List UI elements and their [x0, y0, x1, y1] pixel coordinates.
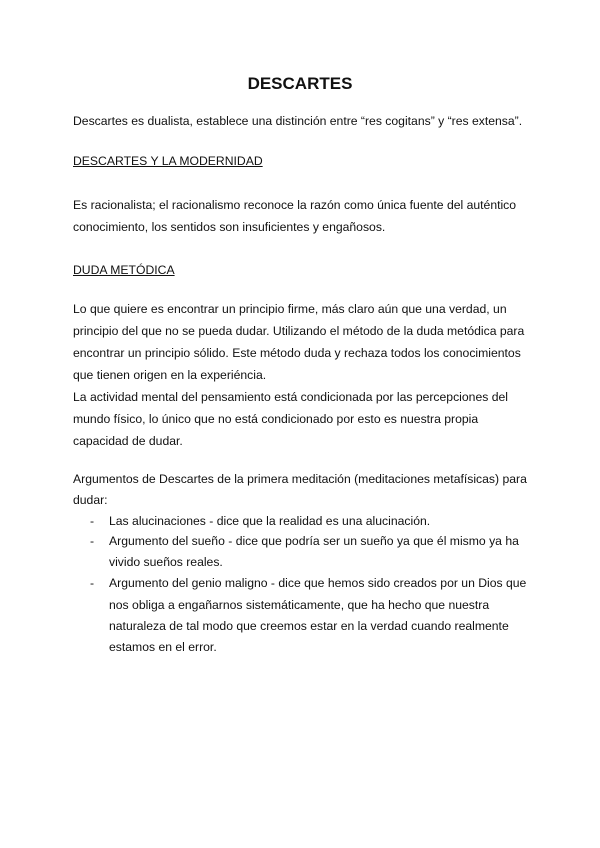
paragraph-line: La actividad mental del pensamiento está condicionada por las percepciones del: [73, 390, 508, 404]
section-heading-modernidad: DESCARTES Y LA MODERNIDAD: [73, 154, 263, 168]
bullet-marker: -: [90, 514, 95, 528]
paragraph-line: Lo que quiere es encontrar un principio firme, más claro aún que una verdad, un: [73, 302, 507, 316]
list-item-continuation: estamos en el error.: [109, 640, 217, 654]
section-heading-duda-metodica: DUDA METÓDICA: [73, 263, 175, 277]
intro-paragraph: Descartes es dualista, establece una distinción entre “res cogitans” y “res extensa”.: [73, 114, 523, 128]
paragraph-line: encontrar un principio sólido. Este método duda y rechaza todos los conocimientos: [73, 346, 521, 360]
list-item: Argumento del sueño - dice que podría ser un sueño ya que él mismo ya ha: [109, 534, 519, 548]
document-title: DESCARTES: [247, 74, 353, 93]
paragraph-line: principio del que no se pueda dudar. Utilizando el método de la duda metódica para: [73, 324, 525, 338]
list-item: Las alucinaciones - dice que la realidad es una alucinación.: [109, 514, 431, 528]
list-item-continuation: nos obliga a engañarnos sistemáticamente, que ha hecho que nuestra: [109, 598, 490, 612]
list-item-continuation: naturaleza de tal modo que creemos estar en la verdad cuando realmente: [109, 619, 509, 633]
list-item-continuation: vivido sueños reales.: [109, 555, 223, 569]
paragraph-line: mundo físico, lo único que no está condicionado por esto es nuestra propia: [73, 412, 479, 426]
paragraph-line: Argumentos de Descartes de la primera meditación (meditaciones metafísicas) para: [73, 472, 527, 486]
bullet-marker: -: [90, 576, 95, 590]
paragraph-line: Es racionalista; el racionalismo reconoce la razón como única fuente del auténtico: [73, 198, 517, 212]
bullet-marker: -: [90, 534, 95, 548]
list-item: Argumento del genio maligno - dice que hemos sido creados por un Dios que: [109, 576, 527, 590]
paragraph-line: conocimiento, los sentidos son insuficientes y engañosos.: [73, 220, 386, 234]
paragraph-line: dudar:: [73, 493, 108, 507]
paragraph-line: capacidad de dudar.: [73, 434, 183, 448]
paragraph-line: que tienen origen en la experiéncia.: [73, 368, 267, 382]
